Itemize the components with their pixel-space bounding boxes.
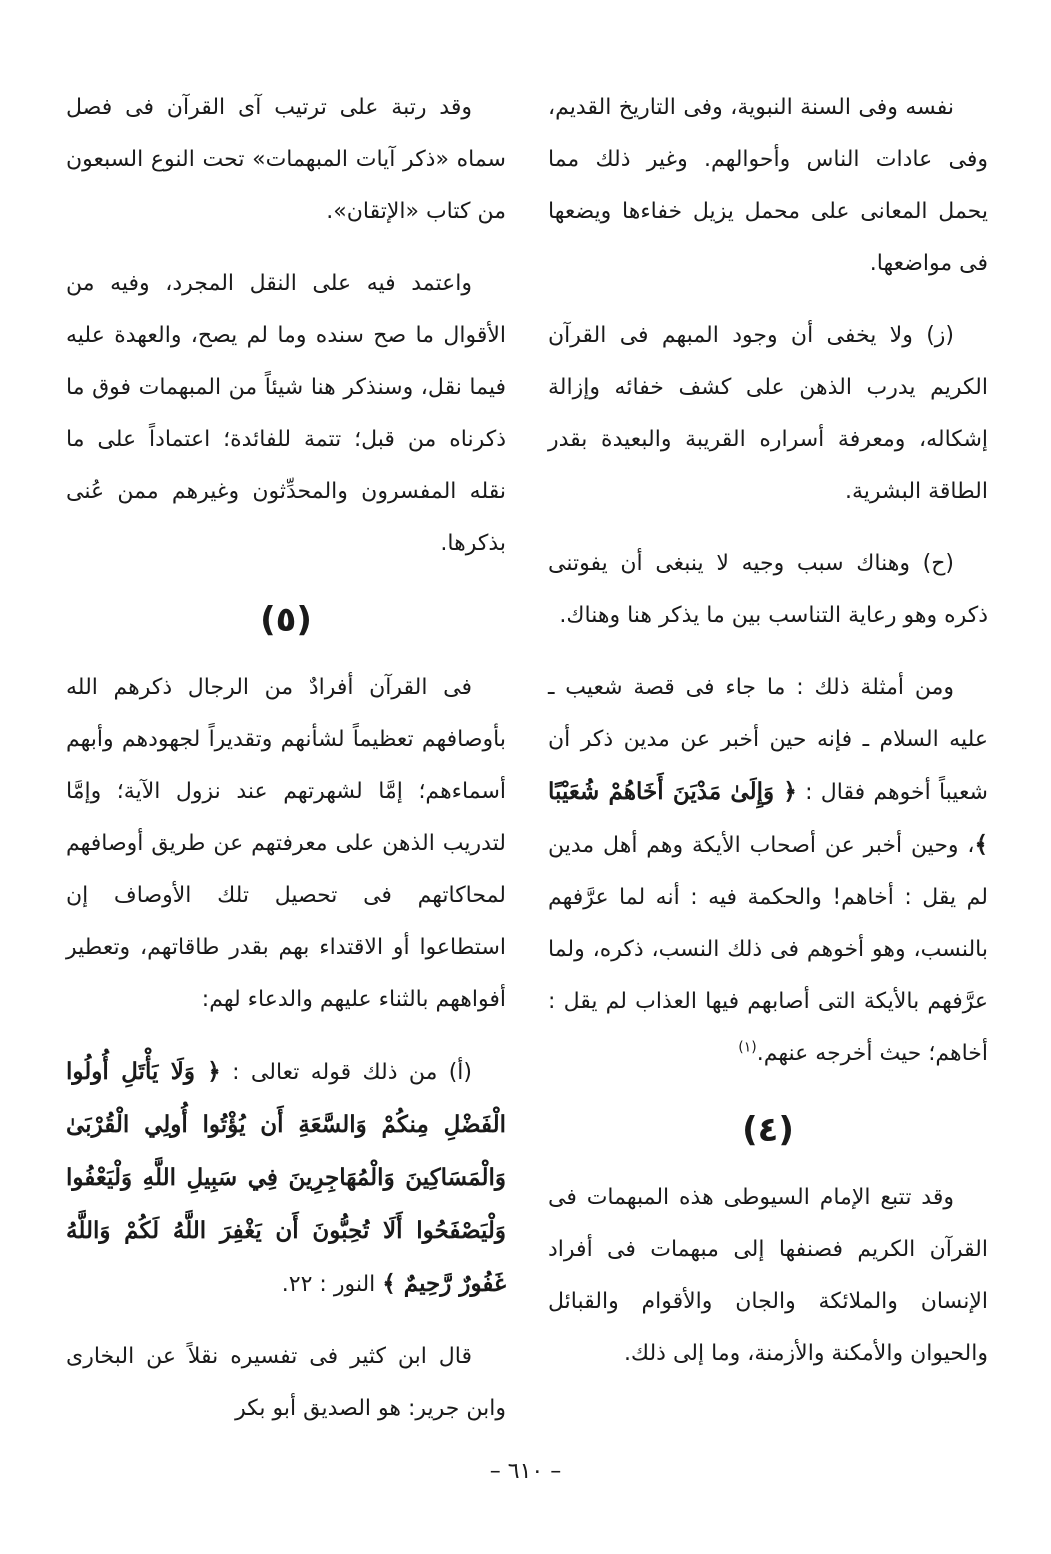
section-heading: (٥) <box>260 600 312 640</box>
paragraph-with-quran-verse <box>66 1046 506 1311</box>
page-number: – ٦١٠ – <box>489 1459 562 1484</box>
paragraph-with-quran-verse <box>548 662 988 1080</box>
paragraph: وقد رتبة على ترتيب آى القرآن فى فصل سماه «ذكر آيات المبهمات» تحت النوع السبعون من كتاب «الإتقان». <box>66 95 506 224</box>
paragraph-text: ومن أمثلة ذلك : ما جاء فى قصة شعيب ـ عليه السلام ـ فإنه حين أخبر عن مدين ذكر أن شعيباً أخوهم فقال : <box>548 675 988 805</box>
paragraph: فى القرآن أفرادٌ من الرجال ذكرهم الله بأوصافهم تعظيماً لشأنهم وتقديراً لجهودهم وأبهم أسماءهم؛ إمَّا لشهرتهم عند نزول الآية؛ وإمَّا لتدريب الذهن على معرفتهم عن طريق أوصافهم لمحاكاتهم فى تحصيل تلك الأوصاف إن استطاعوا أو الاقتداء بهم بقدر طاقاتهم، وتعطير أفواههم بالثناء عليهم والدعاء لهم: <box>66 675 506 1012</box>
quran-verse: ﴿ وَإِلَىٰ مَدْيَنَ أَخَاهُمْ شُعَيْبًا ﴾ <box>548 778 988 858</box>
paragraph-text: (أ) من ذلك قوله تعالى : <box>220 1060 472 1085</box>
paragraph: واعتمد فيه على النقل المجرد، وفيه من الأقوال ما صح سنده وما لم يصح، والعهدة عليه فيما نقل، وسنذكر هنا شيئاً من المبهمات فوق ما ذكرناه من قبل؛ تتمة للفائدة؛ اعتماداً على ما نقله المفسرون والمحدِّثون وغيرهم ممن عُنى بذكرها. <box>66 271 506 556</box>
quran-verse: ﴿ وَلَا يَأْتَلِ أُولُوا الْفَضْلِ مِنكُمْ وَالسَّعَةِ أَن يُؤْتُوا أُولِي الْقُرْبَىٰ وَالْمَسَاكِينَ وَالْمُهَاجِرِينَ فِي سَبِيلِ اللَّهِ وَلْيَعْفُوا وَلْيَصْفَحُوا أَلَا تُحِبُّونَ أَن يَغْفِرَ اللَّهُ لَكُمْ وَاللَّهُ غَفُورٌ رَّحِيمٌ ﴾ <box>66 1058 506 1297</box>
paragraph-text: ، وحين أخبر عن أصحاب الأيكة وهم أهل مدين لم يقل : أخاهم! والحكمة فيه : أنه لما عرَّفهم بالنسب، وهو أخوهم فى ذلك النسب، ذكره، ولما عرَّفهم بالأيكة التى أصابهم فيها العذاب لم يقل : أخاهم؛ حيث أخرجه عنهم. <box>548 833 988 1066</box>
paragraph: وقد تتبع الإمام السيوطى هذه المبهمات فى القرآن الكريم فصنفها إلى مبهمات فى أفراد الإنسان والملائكة والجان والأقوام والقبائل والحيوان والأمكنة والأزمنة، وما إلى ذلك. <box>548 1185 988 1366</box>
paragraph: (ح) وهناك سبب وجيه لا ينبغى أن يفوتنى ذكره وهو رعاية التناسب بين ما يذكر هنا وهناك. <box>548 551 988 628</box>
section-heading: (٤) <box>742 1110 794 1150</box>
right-column <box>548 82 988 1380</box>
paragraph: قال ابن كثير فى تفسيره نقلاً عن البخارى وابن جرير: هو الصديق أبو بكر <box>66 1344 506 1421</box>
paragraph: (ز) ولا يخفى أن وجود المبهم فى القرآن الكريم يدرب الذهن على كشف خفائه وإزالة إشكاله، ومعرفة أسراره القريبة والبعيدة بقدر الطاقة البشرية. <box>548 323 988 504</box>
verse-reference: النور : ٢٢. <box>281 1272 383 1297</box>
footnote-marker: (١) <box>738 1039 757 1056</box>
left-column <box>66 82 506 1435</box>
paragraph: نفسه وفى السنة النبوية، وفى التاريخ القديم، وفى عادات الناس وأحوالهم. وغير ذلك مما يحمل المعانى على محمل يزيل خفاءها ويضعها فى مواضعها. <box>548 95 988 276</box>
